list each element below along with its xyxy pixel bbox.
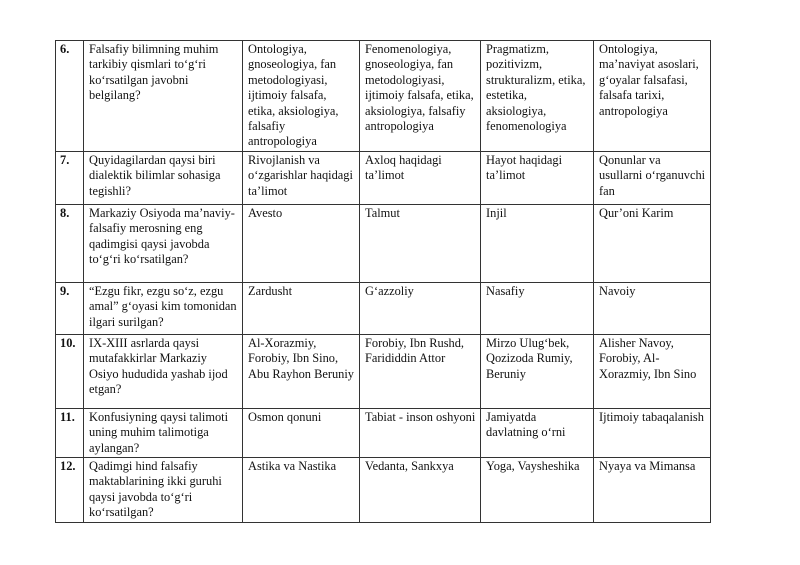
answer-option-c: Pragmatizm, pozitivizm, strukturalizm, etika, estetika, aksiologiya, fenomenologiya bbox=[481, 41, 594, 152]
answer-option-b: Tabiat - inson oshyoni bbox=[360, 408, 481, 457]
table-row bbox=[56, 41, 711, 152]
question-text: Markaziy Osiyoda ma’naviy-falsafiy merosning eng qadimgisi qaysi javobda to‘g‘ri ko‘rsatilgan? bbox=[84, 204, 243, 282]
answer-option-b: G‘azzoliy bbox=[360, 282, 481, 334]
answer-option-a: Al-Xorazmiy, Forobiy, Ibn Sino, Abu Rayhon Beruniy bbox=[243, 334, 360, 408]
answer-option-b: Axloq haqidagi ta’limot bbox=[360, 151, 481, 204]
answer-option-c: Nasafiy bbox=[481, 282, 594, 334]
answer-option-c: Mirzo Ulug‘bek, Qozizoda Rumiy, Beruniy bbox=[481, 334, 594, 408]
answer-option-b: Fenomenologiya, gnoseologiya, fan metodologiyasi, ijtimoiy falsafa, etika, aksiologiya, falsafiy antropologiya bbox=[360, 41, 481, 152]
question-number: 8. bbox=[56, 204, 84, 282]
answer-option-b: Forobiy, Ibn Rushd, Farididdin Attor bbox=[360, 334, 481, 408]
question-number: 7. bbox=[56, 151, 84, 204]
answer-option-d: Ontologiya, ma’naviyat asoslari, g‘oyalar falsafasi, falsafa tarixi, antropologiya bbox=[594, 41, 711, 152]
answer-option-a: Osmon qonuni bbox=[243, 408, 360, 457]
question-text: Falsafiy bilimning muhim tarkibiy qismlari to‘g‘ri ko‘rsatilgan javobni belgilang? bbox=[84, 41, 243, 152]
answer-option-a: Zardusht bbox=[243, 282, 360, 334]
answer-option-c: Hayot haqidagi ta’limot bbox=[481, 151, 594, 204]
answer-option-c: Injil bbox=[481, 204, 594, 282]
question-text: Quyidagilardan qaysi biri dialektik bilimlar sohasiga tegishli? bbox=[84, 151, 243, 204]
answer-option-d: Navoiy bbox=[594, 282, 711, 334]
question-number: 11. bbox=[56, 408, 84, 457]
answer-option-a: Rivojlanish va o‘zgarishlar haqidagi ta’limot bbox=[243, 151, 360, 204]
answer-option-c: Yoga, Vaysheshika bbox=[481, 458, 594, 523]
question-text: “Ezgu fikr, ezgu so‘z, ezgu amal” g‘oyasi kim tomonidan ilgari surilgan? bbox=[84, 282, 243, 334]
question-number: 10. bbox=[56, 334, 84, 408]
answer-option-d: Nyaya va Mimansa bbox=[594, 458, 711, 523]
answer-option-a: Astika va Nastika bbox=[243, 458, 360, 523]
question-number: 6. bbox=[56, 41, 84, 152]
question-text: Konfusiyning qaysi talimoti uning muhim talimotiga aylangan? bbox=[84, 408, 243, 457]
answer-option-d: Alisher Navoy, Forobiy, Al-Xorazmiy, Ibn Sino bbox=[594, 334, 711, 408]
answer-option-d: Qonunlar va usullarni o‘rganuvchi fan bbox=[594, 151, 711, 204]
answer-option-b: Talmut bbox=[360, 204, 481, 282]
question-number: 12. bbox=[56, 458, 84, 523]
table-row bbox=[56, 458, 711, 523]
answer-option-a: Avesto bbox=[243, 204, 360, 282]
table-row bbox=[56, 151, 711, 204]
answer-option-d: Ijtimoiy tabaqalanish bbox=[594, 408, 711, 457]
question-text: IX-XIII asrlarda qaysi mutafakkirlar Markaziy Osiyo hududida yashab ijod etgan? bbox=[84, 334, 243, 408]
answer-option-a: Ontologiya, gnoseologiya, fan metodologiyasi, ijtimoiy falsafa, etika, aksiologiya, falsafiy antropologiya bbox=[243, 41, 360, 152]
answer-option-c: Jamiyatda davlatning o‘rni bbox=[481, 408, 594, 457]
table-row bbox=[56, 282, 711, 334]
table-row bbox=[56, 334, 711, 408]
answer-option-b: Vedanta, Sankxya bbox=[360, 458, 481, 523]
answer-option-d: Qur’oni Karim bbox=[594, 204, 711, 282]
question-text: Qadimgi hind falsafiy maktablarining ikki guruhi qaysi javobda to‘g‘ri ko‘rsatilgan? bbox=[84, 458, 243, 523]
question-number: 9. bbox=[56, 282, 84, 334]
table-row bbox=[56, 204, 711, 282]
quiz-table bbox=[55, 40, 711, 523]
table-row bbox=[56, 408, 711, 457]
